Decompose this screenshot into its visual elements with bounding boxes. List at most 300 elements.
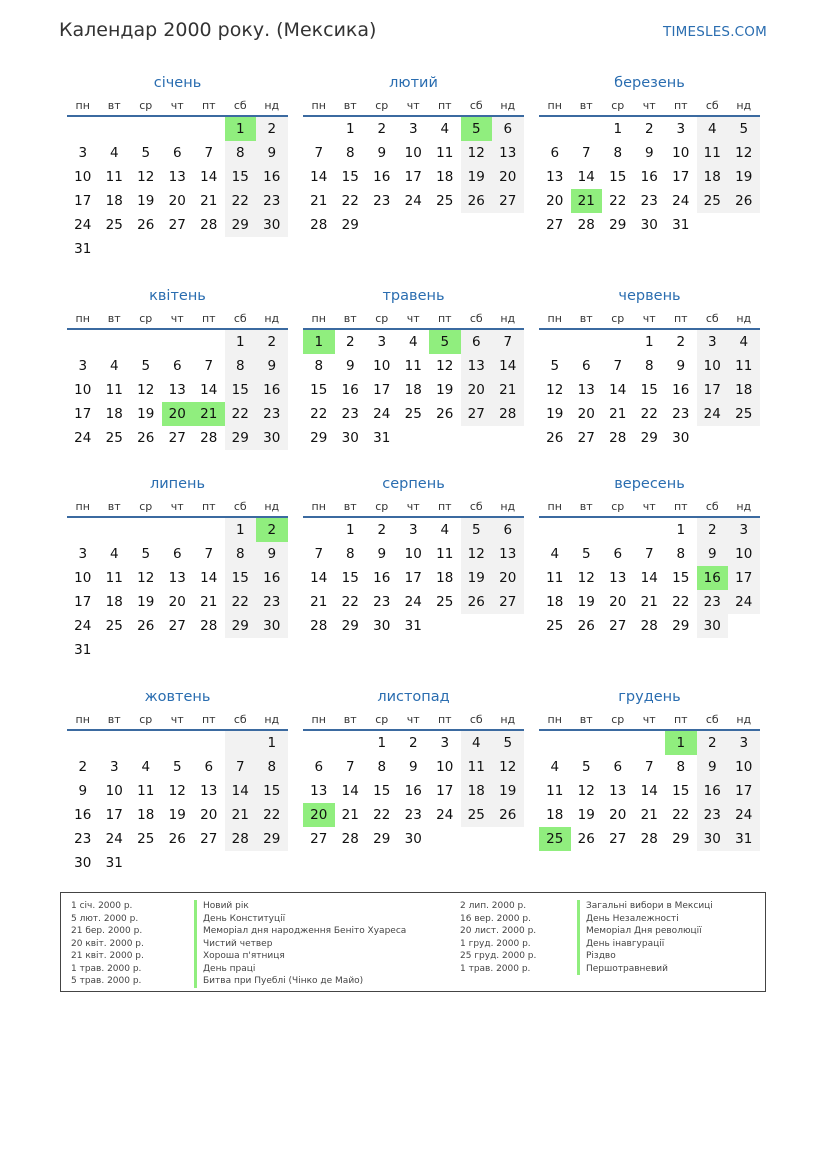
day-cell: 1 (613, 121, 623, 137)
month-grid (67, 93, 288, 261)
month-grid (67, 494, 288, 662)
day-cell: 22 (640, 406, 658, 422)
day-cell: 1 (644, 334, 654, 350)
day-cell: 19 (168, 807, 186, 823)
empty-cell (162, 518, 194, 542)
month-name: лютий (389, 75, 438, 91)
day-cell: 7 (644, 759, 654, 775)
legend-names-left (194, 900, 406, 988)
legend-date: 20 лист. 2000 р. (460, 926, 537, 936)
day-cell: 23 (373, 193, 391, 209)
day-cell: 13 (546, 169, 564, 185)
day-cell: 12 (168, 783, 186, 799)
day-cell: 23 (256, 189, 288, 213)
weekday-header: ср (602, 707, 634, 731)
day-cell: 9 (256, 354, 288, 378)
weekday-header: вт (571, 494, 603, 518)
day-cell: 24 (672, 193, 690, 209)
weekday-header: нд (492, 93, 524, 117)
weekday-header: сб (225, 306, 257, 330)
day-cell: 15 (609, 169, 627, 185)
legend-holiday-name: День Конституції (194, 913, 406, 926)
weekday-header: пн (67, 707, 99, 731)
day-cell: 29 (341, 618, 359, 634)
empty-cell (398, 426, 430, 450)
day-cell: 24 (404, 594, 422, 610)
day-cell: 12 (137, 570, 155, 586)
day-cell: 10 (404, 546, 422, 562)
day-cell: 25 (105, 217, 123, 233)
day-cell: 20 (200, 807, 218, 823)
day-cell: 4 (109, 358, 119, 374)
day-cell: 12 (546, 382, 564, 398)
day-cell: 19 (137, 406, 155, 422)
day-cell: 9 (697, 542, 729, 566)
day-cell: 22 (225, 590, 257, 614)
day-cell: 19 (728, 165, 760, 189)
day-cell: 10 (373, 358, 391, 374)
empty-cell (539, 518, 571, 542)
day-cell: 31 (672, 217, 690, 233)
day-cell: 28 (492, 402, 524, 426)
day-cell: 13 (492, 141, 524, 165)
weekday-header: чт (398, 93, 430, 117)
empty-cell (162, 330, 194, 354)
legend-holiday-name: Чистий четвер (194, 938, 406, 951)
day-cell: 28 (577, 217, 595, 233)
day-cell: 3 (78, 358, 88, 374)
day-cell: 27 (310, 831, 328, 847)
weekday-header: нд (256, 93, 288, 117)
day-cell: 8 (225, 542, 257, 566)
day-cell: 17 (373, 382, 391, 398)
month-name: вересень (614, 476, 685, 492)
empty-cell (634, 518, 666, 542)
day-cell: 13 (577, 382, 595, 398)
day-cell: 26 (137, 217, 155, 233)
day-cell: 13 (310, 783, 328, 799)
day-cell: 10 (74, 570, 92, 586)
day-cell: 25 (697, 189, 729, 213)
day-cell: 16 (256, 165, 288, 189)
day-cell: 1 (256, 731, 288, 755)
day-cell: 23 (74, 831, 92, 847)
site-link[interactable]: TIMESLES.COM (663, 24, 767, 40)
day-cell: 3 (408, 121, 418, 137)
month-name: квітень (149, 288, 206, 304)
weekday-header: вт (335, 707, 367, 731)
day-cell: 8 (225, 141, 257, 165)
weekday-header: пн (67, 306, 99, 330)
weekday-header: ср (366, 494, 398, 518)
empty-cell (193, 638, 225, 662)
day-cell: 21 (571, 189, 603, 213)
weekday-header: чт (162, 93, 194, 117)
day-cell: 7 (492, 330, 524, 354)
day-cell: 17 (728, 566, 760, 590)
day-cell: 7 (314, 145, 324, 161)
day-cell: 7 (581, 145, 591, 161)
day-cell: 9 (256, 542, 288, 566)
empty-cell (539, 731, 571, 755)
empty-cell (162, 638, 194, 662)
day-cell: 3 (440, 735, 450, 751)
weekday-header: чт (162, 306, 194, 330)
empty-cell (634, 731, 666, 755)
day-cell: 3 (109, 759, 119, 775)
day-cell: 9 (676, 358, 686, 374)
empty-cell (429, 213, 461, 237)
day-cell: 27 (168, 618, 186, 634)
empty-cell (461, 827, 493, 851)
weekday-header: вт (335, 93, 367, 117)
month-name: травень (382, 288, 445, 304)
day-cell: 10 (404, 145, 422, 161)
day-cell: 9 (345, 358, 355, 374)
legend-date: 1 груд. 2000 р. (460, 938, 531, 949)
day-cell: 6 (461, 330, 493, 354)
legend-holiday-name: День праці (194, 963, 406, 976)
day-cell: 11 (137, 783, 155, 799)
day-cell: 30 (640, 217, 658, 233)
empty-cell (492, 614, 524, 638)
empty-cell (492, 213, 524, 237)
day-cell: 17 (672, 169, 690, 185)
day-cell: 31 (373, 430, 391, 446)
day-cell: 6 (314, 759, 324, 775)
day-cell: 5 (581, 759, 591, 775)
empty-cell (225, 237, 257, 261)
weekday-header: чт (634, 494, 666, 518)
weekday-header: нд (728, 306, 760, 330)
day-cell: 27 (168, 217, 186, 233)
day-cell: 27 (200, 831, 218, 847)
day-cell: 26 (546, 430, 564, 446)
empty-cell (398, 213, 430, 237)
day-cell: 18 (436, 570, 454, 586)
weekday-header: ср (602, 306, 634, 330)
day-cell: 24 (74, 618, 92, 634)
day-cell: 13 (461, 354, 493, 378)
empty-cell (571, 117, 603, 141)
day-cell: 2 (345, 334, 355, 350)
day-cell: 6 (172, 145, 182, 161)
day-cell: 4 (440, 522, 450, 538)
day-cell: 1 (225, 330, 257, 354)
empty-cell (193, 237, 225, 261)
day-cell: 16 (256, 378, 288, 402)
weekday-header: нд (492, 306, 524, 330)
day-cell: 27 (577, 430, 595, 446)
day-cell: 27 (168, 430, 186, 446)
day-cell: 27 (609, 831, 627, 847)
day-cell: 26 (137, 618, 155, 634)
day-cell: 30 (256, 213, 288, 237)
month-name: грудень (618, 689, 681, 705)
day-cell: 24 (697, 402, 729, 426)
day-cell: 11 (105, 169, 123, 185)
day-cell: 2 (676, 334, 686, 350)
day-cell: 5 (581, 546, 591, 562)
legend-holiday-name: Меморіал Дня революції (577, 925, 713, 938)
weekday-header: пн (303, 306, 335, 330)
weekday-header: нд (256, 707, 288, 731)
weekday-header: ср (366, 93, 398, 117)
weekday-header: пн (539, 707, 571, 731)
day-cell: 27 (546, 217, 564, 233)
day-cell: 13 (168, 382, 186, 398)
day-cell: 15 (341, 169, 359, 185)
day-cell: 15 (225, 378, 257, 402)
day-cell: 13 (609, 570, 627, 586)
day-cell: 29 (609, 217, 627, 233)
day-cell: 18 (546, 807, 564, 823)
day-cell: 9 (377, 145, 387, 161)
empty-cell (130, 117, 162, 141)
day-cell: 20 (492, 566, 524, 590)
day-cell: 7 (314, 546, 324, 562)
day-cell: 15 (310, 382, 328, 398)
day-cell: 27 (492, 590, 524, 614)
weekday-header: ср (130, 494, 162, 518)
day-cell: 11 (436, 145, 454, 161)
empty-cell (429, 827, 461, 851)
month-name: жовтень (144, 689, 211, 705)
day-cell: 30 (404, 831, 422, 847)
day-cell: 31 (74, 241, 92, 257)
weekday-header: сб (225, 494, 257, 518)
day-cell: 5 (461, 518, 493, 542)
empty-cell (99, 237, 131, 261)
empty-cell (193, 731, 225, 755)
day-cell: 6 (172, 546, 182, 562)
day-cell: 17 (436, 783, 454, 799)
day-cell: 14 (640, 783, 658, 799)
day-cell: 22 (609, 193, 627, 209)
day-cell: 10 (436, 759, 454, 775)
day-cell: 5 (141, 546, 151, 562)
day-cell: 26 (577, 831, 595, 847)
day-cell: 13 (168, 169, 186, 185)
day-cell: 25 (539, 827, 571, 851)
month-8 (303, 474, 524, 638)
day-cell: 6 (613, 546, 623, 562)
day-cell: 21 (193, 402, 225, 426)
weekday-header: пн (303, 707, 335, 731)
legend-date: 16 вер. 2000 р. (460, 913, 531, 924)
day-cell: 5 (429, 330, 461, 354)
day-cell: 13 (492, 542, 524, 566)
weekday-header: пт (429, 93, 461, 117)
day-cell: 16 (697, 779, 729, 803)
month-11 (303, 687, 524, 851)
empty-cell (571, 518, 603, 542)
day-cell: 19 (546, 406, 564, 422)
legend-holiday-name: Першотравневий (577, 963, 713, 976)
day-cell: 14 (341, 783, 359, 799)
day-cell: 25 (105, 618, 123, 634)
day-cell: 29 (256, 827, 288, 851)
day-cell: 9 (256, 141, 288, 165)
day-cell: 16 (373, 169, 391, 185)
weekday-header: пт (665, 707, 697, 731)
page-title: Календар 2000 року. (Мексика) (59, 19, 377, 41)
day-cell: 4 (408, 334, 418, 350)
day-cell: 21 (341, 807, 359, 823)
day-cell: 11 (105, 570, 123, 586)
day-cell: 17 (404, 169, 422, 185)
day-cell: 7 (644, 546, 654, 562)
day-cell: 21 (640, 807, 658, 823)
empty-cell (728, 213, 760, 237)
weekday-header: сб (697, 707, 729, 731)
day-cell: 30 (373, 618, 391, 634)
day-cell: 30 (341, 430, 359, 446)
weekday-header: вт (99, 93, 131, 117)
day-cell: 15 (341, 570, 359, 586)
empty-cell (225, 638, 257, 662)
day-cell: 15 (256, 779, 288, 803)
day-cell: 23 (672, 406, 690, 422)
day-cell: 18 (546, 594, 564, 610)
month-3 (539, 73, 760, 237)
weekday-header: пт (665, 306, 697, 330)
day-cell: 26 (137, 430, 155, 446)
weekday-header: пн (539, 494, 571, 518)
day-cell: 22 (341, 193, 359, 209)
day-cell: 24 (105, 831, 123, 847)
day-cell: 12 (577, 570, 595, 586)
weekday-header: пт (429, 306, 461, 330)
day-cell: 4 (141, 759, 151, 775)
day-cell: 10 (74, 382, 92, 398)
day-cell: 21 (609, 406, 627, 422)
day-cell: 26 (728, 189, 760, 213)
day-cell: 30 (697, 614, 729, 638)
weekday-header: нд (728, 494, 760, 518)
legend-names-right (577, 900, 713, 975)
day-cell: 9 (377, 546, 387, 562)
month-grid (303, 494, 524, 638)
day-cell: 10 (105, 783, 123, 799)
day-cell: 7 (204, 358, 214, 374)
day-cell: 21 (225, 803, 257, 827)
day-cell: 18 (105, 406, 123, 422)
day-cell: 3 (676, 121, 686, 137)
weekday-header: вт (99, 707, 131, 731)
empty-cell (67, 117, 99, 141)
empty-cell (130, 731, 162, 755)
empty-cell (193, 851, 225, 875)
legend-date: 21 квіт. 2000 р. (71, 951, 144, 961)
day-cell: 17 (74, 406, 92, 422)
day-cell: 29 (640, 430, 658, 446)
month-7 (67, 474, 288, 662)
day-cell: 23 (256, 590, 288, 614)
weekday-header: вт (571, 93, 603, 117)
empty-cell (67, 731, 99, 755)
day-cell: 5 (492, 731, 524, 755)
weekday-header: пт (193, 494, 225, 518)
empty-cell (335, 731, 367, 755)
month-name: липень (149, 476, 206, 492)
day-cell: 29 (672, 618, 690, 634)
day-cell: 5 (141, 358, 151, 374)
weekday-header: ср (366, 306, 398, 330)
day-cell: 28 (200, 430, 218, 446)
day-cell: 1 (225, 518, 257, 542)
day-cell: 2 (644, 121, 654, 137)
day-cell: 3 (697, 330, 729, 354)
day-cell: 12 (461, 141, 493, 165)
month-name: листопад (377, 689, 450, 705)
weekday-header: сб (461, 707, 493, 731)
weekday-header: ср (602, 93, 634, 117)
day-cell: 10 (728, 755, 760, 779)
day-cell: 10 (672, 145, 690, 161)
month-name: червень (618, 288, 681, 304)
month-12 (539, 687, 760, 851)
day-cell: 5 (172, 759, 182, 775)
day-cell: 23 (640, 193, 658, 209)
day-cell: 7 (345, 759, 355, 775)
day-cell: 26 (168, 831, 186, 847)
day-cell: 3 (728, 518, 760, 542)
day-cell: 24 (728, 803, 760, 827)
day-cell: 22 (225, 189, 257, 213)
day-cell: 8 (314, 358, 324, 374)
day-cell: 19 (461, 165, 493, 189)
day-cell: 30 (256, 426, 288, 450)
day-cell: 19 (137, 594, 155, 610)
empty-cell (193, 330, 225, 354)
legend-date: 1 трав. 2000 р. (460, 963, 531, 974)
empty-cell (602, 518, 634, 542)
day-cell: 22 (672, 807, 690, 823)
month-name: серпень (382, 476, 445, 492)
day-cell: 11 (546, 783, 564, 799)
day-cell: 4 (440, 121, 450, 137)
day-cell: 8 (345, 546, 355, 562)
weekday-header: чт (634, 707, 666, 731)
weekday-header: чт (634, 93, 666, 117)
empty-cell (67, 330, 99, 354)
day-cell: 9 (408, 759, 418, 775)
weekday-header: пт (193, 93, 225, 117)
weekday-header: чт (398, 707, 430, 731)
day-cell: 24 (436, 807, 454, 823)
day-cell: 25 (728, 402, 760, 426)
day-cell: 15 (640, 382, 658, 398)
legend-date: 1 січ. 2000 р. (71, 901, 133, 911)
empty-cell (602, 330, 634, 354)
legend-holiday-name: День інавгурації (577, 938, 713, 951)
day-cell: 29 (225, 614, 257, 638)
day-cell: 28 (225, 827, 257, 851)
day-cell: 18 (697, 165, 729, 189)
day-cell: 19 (577, 807, 595, 823)
day-cell: 4 (461, 731, 493, 755)
legend-date: 2 лип. 2000 р. (460, 901, 527, 911)
empty-cell (461, 213, 493, 237)
day-cell: 26 (436, 406, 454, 422)
day-cell: 11 (436, 546, 454, 562)
day-cell: 6 (204, 759, 214, 775)
day-cell: 25 (404, 406, 422, 422)
day-cell: 21 (200, 193, 218, 209)
day-cell: 18 (728, 378, 760, 402)
day-cell: 4 (728, 330, 760, 354)
